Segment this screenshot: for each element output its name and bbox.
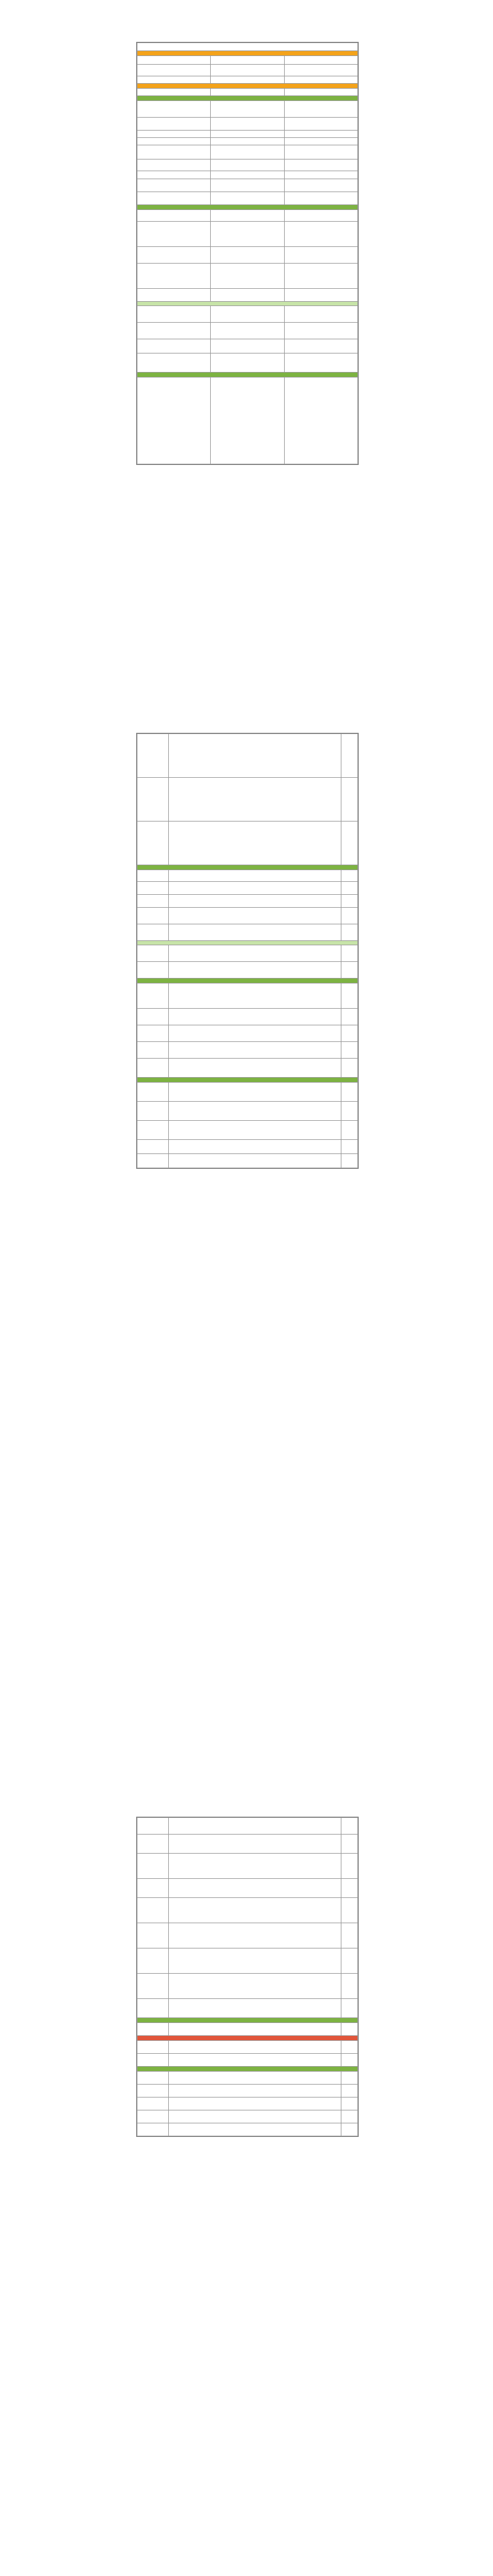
row-number [341,1059,358,1078]
row-time [137,1140,169,1154]
row-number [284,131,357,138]
row-number [341,1025,358,1042]
row-number [284,247,357,264]
row-number [341,2054,358,2067]
table-row [137,306,358,323]
row-description [169,1042,341,1059]
table-row [137,2123,358,2136]
row-description [211,171,284,179]
row-number [341,983,358,1009]
table-row [137,1121,358,1140]
row-number [341,1042,358,1059]
row-time [137,895,169,908]
row-number [284,138,357,145]
row-time [137,56,211,65]
row-description [211,353,284,373]
row-number [284,65,357,76]
row-time [137,822,169,865]
document-title-row [137,43,358,51]
table-row [137,2110,358,2123]
row-description [211,339,284,353]
sub-header-label [137,941,358,945]
row-time [137,2023,169,2036]
sub-header [137,302,358,306]
row-number [341,734,358,778]
table-row [137,192,358,205]
section-header [137,84,358,89]
row-number [341,1009,358,1025]
row-time [137,2110,169,2123]
row-number [341,924,358,941]
row-description [211,131,284,138]
row-description [169,734,341,778]
table-row [137,2041,358,2054]
table-row [137,2023,358,2036]
document-title [137,43,358,51]
section-header-label [137,865,358,870]
section-header-label [137,51,358,56]
row-time [137,924,169,941]
row-time [137,1818,169,1835]
table-row [137,962,358,979]
table-row [137,983,358,1009]
row-number [341,1898,358,1923]
section-header-label [137,2018,358,2023]
row-number [284,306,357,323]
section-header-label [137,205,358,210]
row-time [137,89,211,96]
row-time [137,171,211,179]
row-time [137,962,169,979]
row-time [137,145,211,159]
row-description [169,1154,341,1168]
row-time [137,339,211,353]
row-description [169,1854,341,1879]
row-time [137,778,169,822]
row-number [284,171,357,179]
table-row [137,159,358,171]
row-time [137,882,169,895]
table-row [137,76,358,84]
table-row [137,1974,358,1999]
row-number [341,822,358,865]
table-row [137,1102,358,1121]
table-row [137,353,358,373]
row-description [211,159,284,171]
table-row [137,138,358,145]
row-number [341,1854,358,1879]
row-number [341,1083,358,1102]
row-time [137,1898,169,1923]
row-time [137,2085,169,2098]
section-header-label [137,84,358,89]
row-number [341,2110,358,2123]
table-row [137,89,358,96]
row-time [137,1948,169,1974]
row-description [169,1879,341,1898]
table-row [137,870,358,882]
row-description [169,2123,341,2136]
section-header-label [137,96,358,101]
row-number [284,264,357,289]
row-number [284,378,357,464]
row-time [137,138,211,145]
row-time [137,1974,169,1999]
row-time [137,210,211,222]
table-row [137,171,358,179]
row-time [137,1009,169,1025]
row-time [137,945,169,962]
row-description [169,1140,341,1154]
row-description [169,1974,341,1999]
row-description [169,1102,341,1121]
section-header [137,1078,358,1083]
table-row [137,895,358,908]
row-description [169,1025,341,1042]
row-description [211,89,284,96]
row-number [341,895,358,908]
table-row [137,247,358,264]
schedule-table [137,733,358,1168]
section-header [137,979,358,983]
row-description [211,179,284,192]
row-time [137,870,169,882]
row-time [137,1083,169,1102]
row-description [211,138,284,145]
table-row [137,882,358,895]
row-number [341,1879,358,1898]
row-description [211,289,284,302]
row-time [137,289,211,302]
table-row [137,2085,358,2098]
row-description [211,210,284,222]
row-number [284,339,357,353]
table-row [137,65,358,76]
table-row [137,2098,358,2110]
section-header [137,373,358,378]
row-time [137,101,211,118]
row-description [169,1999,341,2018]
table-row [137,118,358,131]
row-description [169,2110,341,2123]
row-time [137,179,211,192]
row-number [341,1154,358,1168]
row-time [137,2072,169,2085]
row-number [341,2041,358,2054]
row-time [137,118,211,131]
row-time [137,1042,169,1059]
row-description [169,962,341,979]
row-description [169,2072,341,2085]
row-time [137,908,169,924]
row-description [211,101,284,118]
row-number [284,159,357,171]
row-time [137,1854,169,1879]
row-description [169,2098,341,2110]
table-row [137,908,358,924]
row-description [169,1121,341,1140]
row-description [169,1898,341,1923]
table-row [137,56,358,65]
row-time [137,1025,169,1042]
row-description [169,2085,341,2098]
row-time [137,1154,169,1168]
row-number [341,2023,358,2036]
row-description [169,2023,341,2036]
row-number [341,1999,358,2018]
row-time [137,1835,169,1854]
row-number [341,1102,358,1121]
table-row [137,924,358,941]
row-time [137,192,211,205]
table-row [137,210,358,222]
table-row [137,822,358,865]
row-number [341,1121,358,1140]
row-description [211,118,284,131]
row-number [341,1974,358,1999]
row-description [211,56,284,65]
sub-header-label [137,302,358,306]
row-time [137,1102,169,1121]
row-number [341,778,358,822]
row-time [137,264,211,289]
row-description [169,1083,341,1102]
row-number [341,908,358,924]
row-description [169,882,341,895]
table-row [137,264,358,289]
row-number [284,76,357,84]
row-description [211,323,284,339]
table-row [137,1140,358,1154]
row-description [169,2041,341,2054]
table-row [137,179,358,192]
section-header [137,205,358,210]
row-time [137,1879,169,1898]
row-time [137,1121,169,1140]
section-header [137,51,358,56]
row-description [211,247,284,264]
row-time [137,159,211,171]
row-time [137,983,169,1009]
document-block [136,1817,359,2137]
row-number [284,289,357,302]
table-row [137,131,358,138]
document-block [136,733,359,1169]
row-time [137,2054,169,2067]
row-description [211,65,284,76]
section-header-label [137,373,358,378]
table-row [137,145,358,159]
row-description [211,264,284,289]
table-row [137,323,358,339]
section-header [137,865,358,870]
row-number [341,1140,358,1154]
row-time [137,76,211,84]
table-row [137,1025,358,1042]
table-row [137,945,358,962]
table-row [137,1042,358,1059]
row-number [341,2072,358,2085]
row-time [137,1059,169,1078]
table-row [137,378,358,464]
table-row [137,2072,358,2085]
row-time [137,131,211,138]
table-row [137,1999,358,2018]
row-number [284,89,357,96]
row-number [284,222,357,247]
schedule-table [137,1817,358,2136]
row-number [341,870,358,882]
section-header [137,2036,358,2041]
table-row [137,289,358,302]
table-row [137,222,358,247]
row-number [284,101,357,118]
table-row [137,1854,358,1879]
sub-header [137,941,358,945]
row-description [169,895,341,908]
row-number [284,118,357,131]
table-row [137,101,358,118]
row-description [169,908,341,924]
row-time [137,2098,169,2110]
row-description [169,1818,341,1835]
row-time [137,65,211,76]
table-row [137,1009,358,1025]
section-header-label [137,2067,358,2072]
table-row [137,339,358,353]
row-time [137,1923,169,1948]
table-row [137,1948,358,1974]
table-row [137,778,358,822]
table-row [137,1898,358,1923]
row-time [137,734,169,778]
row-number [284,323,357,339]
row-description [169,924,341,941]
row-time [137,2041,169,2054]
section-header-label [137,979,358,983]
row-description [211,222,284,247]
row-number [341,882,358,895]
row-description [169,1059,341,1078]
row-time [137,306,211,323]
row-number [284,192,357,205]
table-row [137,1154,358,1168]
row-number [284,353,357,373]
row-description [211,306,284,323]
row-description [169,983,341,1009]
row-description [211,76,284,84]
row-time [137,2123,169,2136]
table-row [137,1923,358,1948]
section-header-label [137,1078,358,1083]
document-block [136,42,359,465]
row-time [137,1999,169,2018]
row-number [341,2123,358,2136]
row-description [169,1923,341,1948]
row-number [284,56,357,65]
table-row [137,1059,358,1078]
row-time [137,353,211,373]
row-description [211,192,284,205]
row-time [137,323,211,339]
section-header [137,2018,358,2023]
row-description [169,1835,341,1854]
section-header-label [137,2036,358,2041]
table-row [137,1879,358,1898]
row-number [341,2085,358,2098]
row-number [284,210,357,222]
row-description [169,2054,341,2067]
row-description [169,822,341,865]
row-description [169,870,341,882]
row-description [211,145,284,159]
table-row [137,2054,358,2067]
row-description [169,778,341,822]
row-time [137,247,211,264]
row-number [341,1923,358,1948]
row-number [341,1818,358,1835]
row-number [341,1948,358,1974]
row-description [211,378,284,464]
row-number [341,2098,358,2110]
row-time [137,378,211,464]
table-row [137,734,358,778]
row-time [137,222,211,247]
row-number [284,145,357,159]
row-description [169,1009,341,1025]
row-description [169,1948,341,1974]
table-row [137,1818,358,1835]
section-header [137,96,358,101]
row-number [341,1835,358,1854]
section-header [137,2067,358,2072]
table-row [137,1835,358,1854]
row-number [341,962,358,979]
schedule-table [137,42,358,464]
row-number [341,945,358,962]
row-description [169,945,341,962]
table-row [137,1083,358,1102]
row-number [284,179,357,192]
